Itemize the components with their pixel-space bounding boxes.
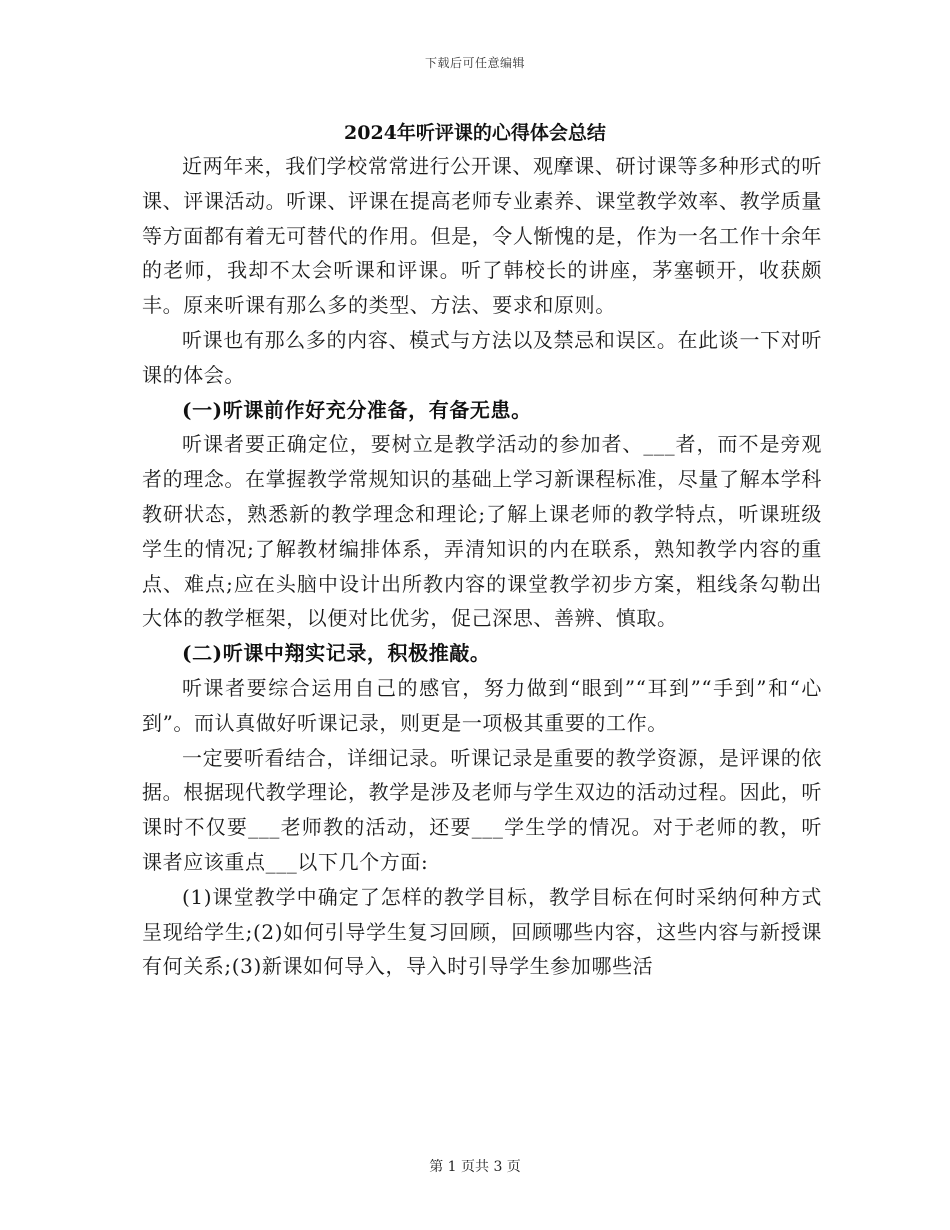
paragraph-points: (1)课堂教学中确定了怎样的教学目标，教学目标在何时采纳何种方式呈现给学生;(2)如何引导学生复习回顾，回顾哪些内容，这些内容与新授课有何关系;(3)新课如何导入，导入时引导学生参加哪些活 [142,884,822,979]
paragraph-intro: 近两年来，我们学校常常进行公开课、观摩课、研讨课等多种形式的听课、评课活动。听课、评课在提高老师专业素养、课堂教学效率、教学质量等方面都有着无可替代的作用。但是，令人惭愧的是，作为一名工作十余年的老师，我却不太会听课和评课。听了韩校长的讲座，茅塞顿开，收获颇丰。原来听课有那么多的类型、方法、要求和原则。 [142,154,822,318]
section-heading-1: (一)听课前作好充分准备，有备无患。 [182,397,532,422]
page-footer: 第 1 页共 3 页 [429,1159,521,1175]
section-heading-2: (二)听课中翔实记录，积极推敲。 [182,641,491,666]
header-note: 下载后可任意编辑 [424,56,525,70]
paragraph-senses: 听课者要综合运用自己的感官，努力做到“眼到”“耳到”“手到”和“心到”。而认真做好听课记录，则更是一项极其重要的工作。 [142,675,822,735]
paragraph-records: 一定要听看结合，详细记录。听课记录是重要的教学资源，是评课的依据。根据现代教学理论，教学是涉及老师与学生双边的活动过程。因此，听课时不仅要___老师教的活动，还要___学生学的情况。对于老师的教，听课者应该重点___以下几个方面: [142,745,822,874]
document-body [142,149,822,984]
document-title: 2024年听评课的心得体会总结 [344,122,606,144]
paragraph-preparation: 听课者要正确定位，要树立是教学活动的参加者、___者，而不是旁观者的理念。在掌握教学常规知识的基础上学习新课程标准，尽量了解本学科教研状态，熟悉新的教学理念和理论;了解上课老师的教学特点，听课班级学生的情况;了解教材编排体系，弄清知识的内在联系，熟知教学内容的重点、难点;应在头脑中设计出所教内容的课堂教学初步方案，粗线条勾勒出大体的教学框架，以便对比优劣，促己深思、善辨、慎取。 [142,432,822,631]
paragraph-content: 听课也有那么多的内容、模式与方法以及禁忌和误区。在此谈一下对听课的体会。 [142,327,822,387]
